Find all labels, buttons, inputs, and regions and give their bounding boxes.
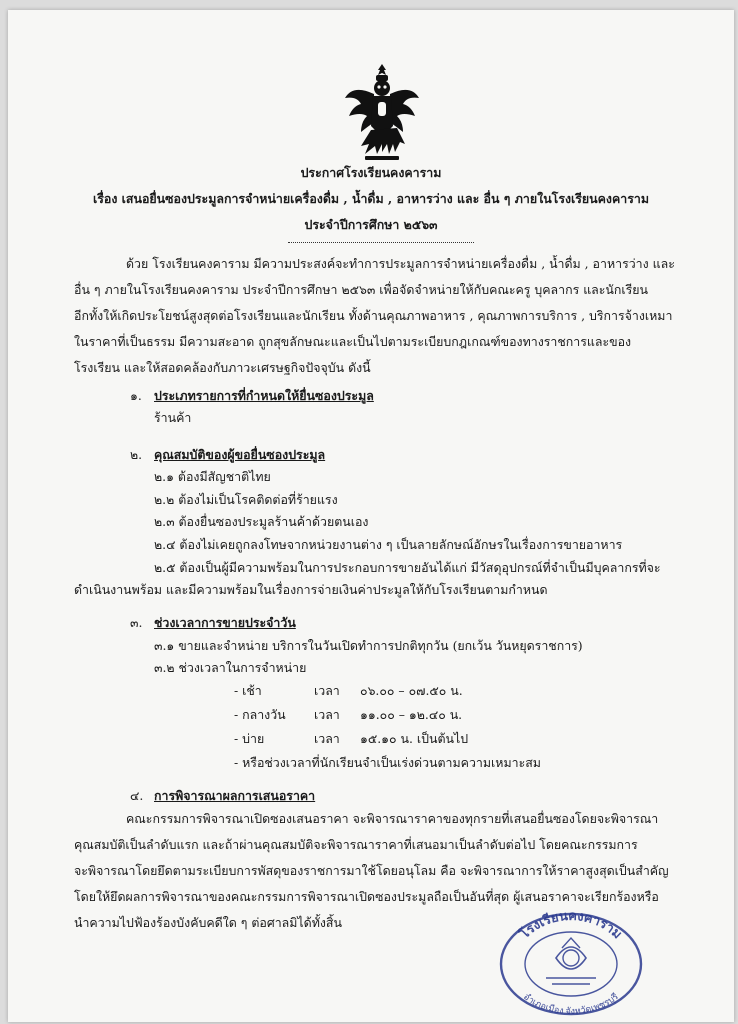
intro-line: โรงเรียน และให้สอดคล้องกับภาวะเศรษฐกิจปัจจุบัน ดังนี้ <box>74 360 371 375</box>
time-period: - เช้า <box>234 683 262 698</box>
evaluation-line: คณะกรรมการพิจารณาเปิดซองเสนอราคา จะพิจารณาราคาของทุกรายที่เสนอยื่นซองโดยจะพิจารณา <box>126 811 659 826</box>
intro-line: อื่น ๆ ภายในโรงเรียนคงคาราม ประจำปีการศึกษา ๒๕๖๓ เพื่อจัดจำหน่ายให้กับคณะครู บุคลากร และนักเรียน <box>74 282 649 297</box>
dotted-divider <box>288 242 474 243</box>
qualification-item: ๒.๕ ต้องเป็นผู้มีความพร้อมในการประกอบการขายอันได้แก่ มีวัสดุอุปกรณ์ที่จำเป็นมีบุคลากรที่จะ <box>154 560 661 575</box>
time-range: ๐๖.๐๐ – ๐๗.๕๐ น. <box>360 683 463 698</box>
document-page <box>8 10 734 1022</box>
qualification-item-continued: ดำเนินงานพร้อม และมีความพร้อมในเรื่องการจ่ายเงินค่าประมูลให้กับโรงเรียนตามกำหนด <box>74 582 548 597</box>
time-period: - กลางวัน <box>234 707 286 722</box>
section3-number: ๓. <box>130 615 143 630</box>
section1-body: ร้านค้า <box>154 410 192 425</box>
time-period: - บ่าย <box>234 731 265 746</box>
section1-number: ๑. <box>130 388 142 403</box>
svg-text:โรงเรียนคงคาราม <box>515 908 625 942</box>
academic-year-line: ประจำปีการศึกษา ๒๕๖๓ <box>304 217 438 232</box>
qualification-item: ๒.๔ ต้องไม่เคยถูกลงโทษจากหน่วยงานต่าง ๆ เป็นลายลักษณ์อักษรในเรื่องการขายอาหาร <box>154 537 623 552</box>
seal-top-text: โรงเรียนคงคาราม <box>516 908 626 942</box>
section4-number: ๔. <box>130 788 144 803</box>
section3-heading: ช่วงเวลาการขายประจำวัน <box>154 615 296 630</box>
section4-heading: การพิจารณาผลการเสนอราคา <box>154 788 316 803</box>
evaluation-line: คุณสมบัติเป็นลำดับแรก และถ้าผ่านคุณสมบัติจะพิจารณาราคาที่เสนอมาเป็นลำดับต่อไป โดยคณะกรรมการ <box>74 837 638 852</box>
evaluation-line: โดยให้ยึดผลการพิจารณาของคณะกรรมการพิจารณาเปิดซองประมูลถือเป็นอันที่สุด ผู้เสนอราคาจะเรียกร้องหรือ <box>74 889 659 904</box>
time-label: เวลา <box>314 683 340 698</box>
intro-paragraph <box>74 251 675 381</box>
qualification-item: ๒.๑ ต้องมีสัญชาติไทย <box>154 469 271 484</box>
garuda-emblem-icon <box>343 62 421 166</box>
school-seal-stamp <box>496 908 646 1016</box>
intro-line: ในราคาที่เป็นธรรม มีความสะอาด ถูกสุขลักษณะและเป็นไปตามระเบียบกฎเกณฑ์ของทางราชการและของ <box>74 334 632 349</box>
intro-line: ด้วย โรงเรียนคงคาราม มีความประสงค์จะทำการประมูลการจำหน่ายเครื่องดื่ม , น้ำดื่ม , อาหารว่าง และ <box>126 256 675 271</box>
qualification-item: ๒.๒ ต้องไม่เป็นโรคติดต่อที่ร้ายแรง <box>154 492 338 507</box>
time-range: ๑๑.๐๐ – ๑๒.๔๐ น. <box>360 707 463 722</box>
evaluation-line: จะพิจารณาโดยยึดตามระเบียบการพัสดุของราชการมาใช้โดยอนุโลม คือ จะพิจารณาการให้ราคาสูงสุดเป็นสำคัญ <box>74 863 669 878</box>
time-label: เวลา <box>314 707 340 722</box>
intro-line: อีกทั้งให้เกิดประโยชน์สูงสุดต่อโรงเรียนและนักเรียน ทั้งด้านคุณภาพอาหาร , คุณภาพการบริการ , บริการจ้างเหมา <box>74 308 673 323</box>
svg-text:อำเภอเมือง จังหวัดเพชรบุรี <box>522 991 620 1016</box>
section1-heading: ประเภทรายการที่กำหนดให้ยื่นซองประมูล <box>154 388 374 403</box>
selling-hours-item: ๓.๑ ขายและจำหน่าย บริการในวันเปิดทำการปกติทุกวัน (ยกเว้น วันหยุดราชการ) <box>154 638 583 653</box>
time-extra-note: - หรือช่วงเวลาที่นักเรียนจำเป็นเร่งด่วนตามความเหมาะสม <box>234 755 541 770</box>
time-label: เวลา <box>314 731 340 746</box>
seal-bottom-text: อำเภอเมือง จังหวัดเพชรบุรี <box>521 991 621 1016</box>
qualification-item: ๒.๓ ต้องยื่นซองประมูลร้านค้าด้วยตนเอง <box>154 514 369 529</box>
subject-line: เรื่อง เสนอยื่นซองประมูลการจำหน่ายเครื่องดื่ม , น้ำดื่ม , อาหารว่าง และ อื่น ๆ ภายในโรงเรียนคงคาราม <box>92 191 650 206</box>
announcement-title: ประกาศโรงเรียนคงคาราม <box>300 165 442 180</box>
section2-heading: คุณสมบัติของผู้ขอยื่นซองประมูล <box>154 447 326 462</box>
selling-hours-item: ๓.๒ ช่วงเวลาในการจำหน่าย <box>154 660 307 675</box>
time-range: ๑๕.๑๐ น. เป็นต้นไป <box>360 731 469 746</box>
evaluation-line: นำความไปฟ้องร้องบังคับคดีใด ๆ ต่อศาลมิได้ทั้งสิ้น <box>74 915 342 930</box>
section2-number: ๒. <box>130 447 143 462</box>
